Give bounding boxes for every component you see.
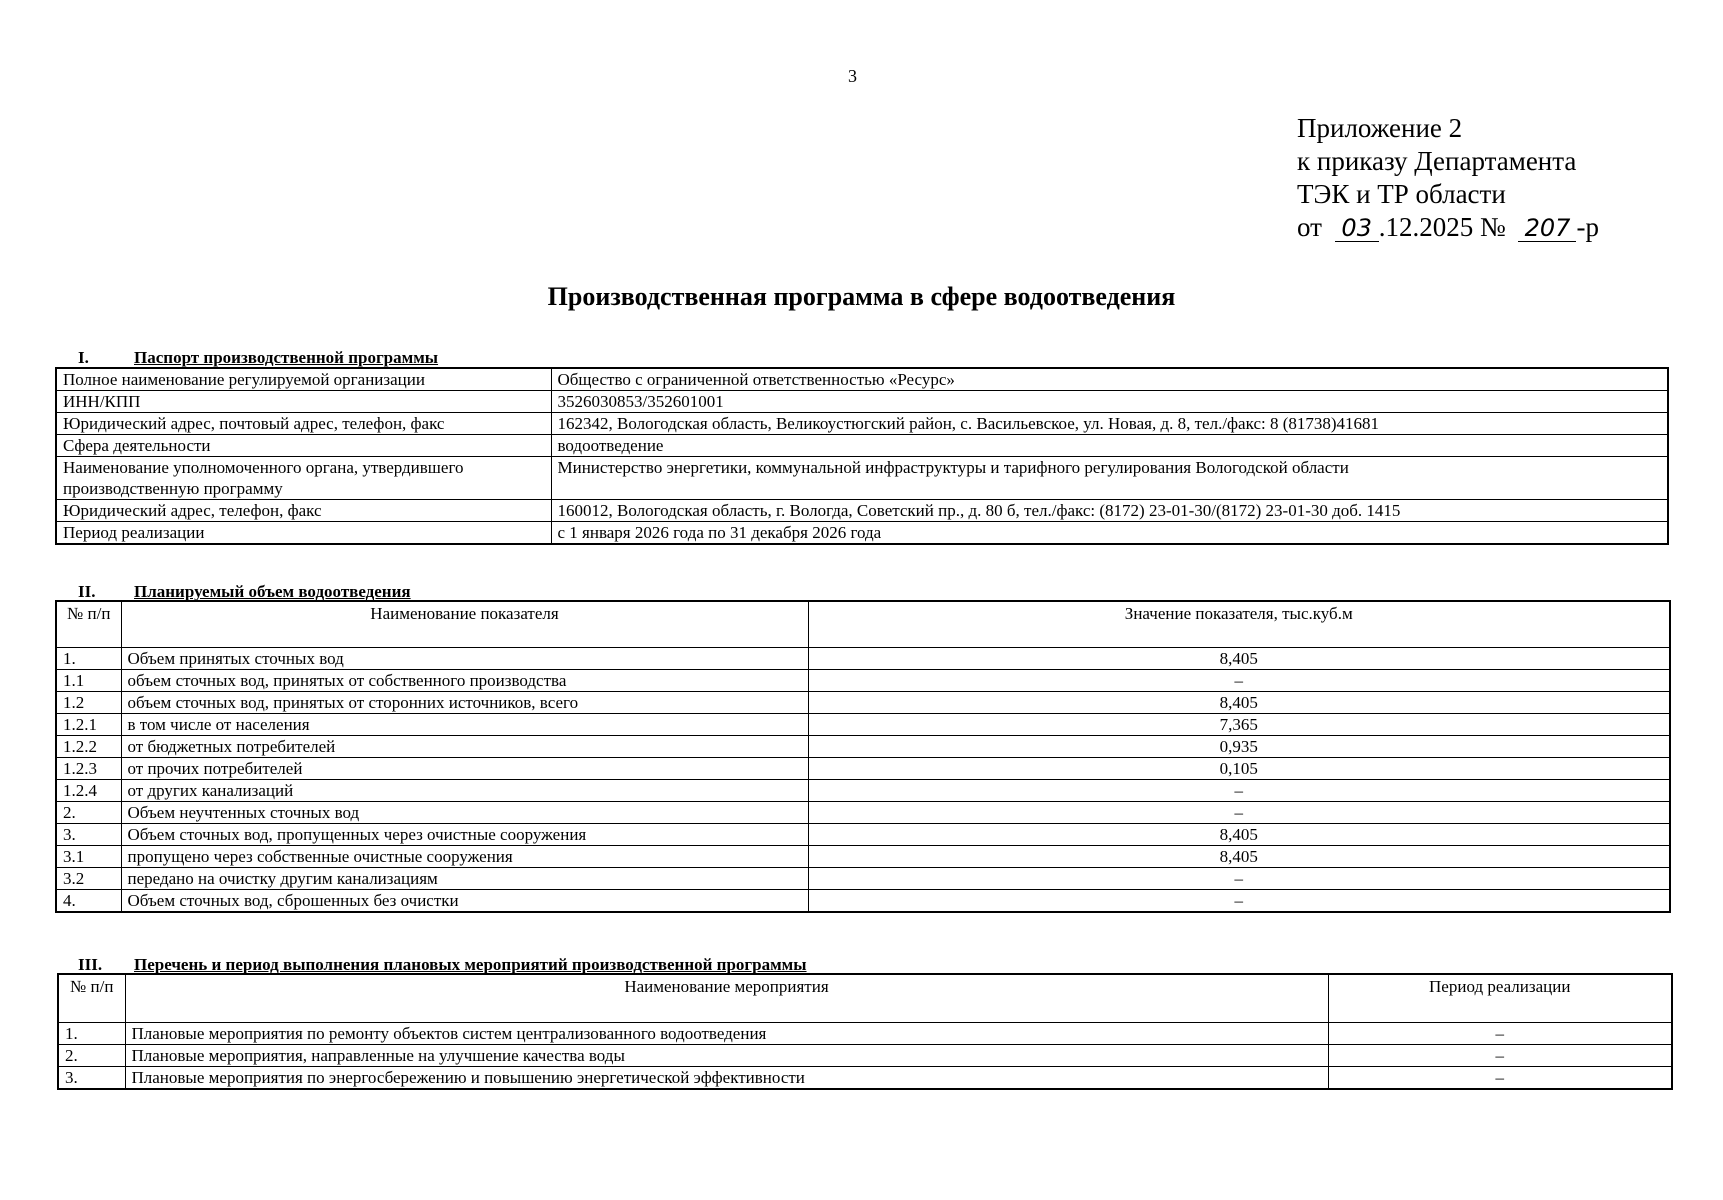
indicator-name: от других канализаций <box>121 779 808 801</box>
row-number: 3. <box>56 823 121 845</box>
indicator-value: – <box>808 801 1670 823</box>
row-number: 1.2.2 <box>56 735 121 757</box>
date-rest: .12.2025 № <box>1378 212 1506 242</box>
indicator-value: 8,405 <box>808 845 1670 867</box>
indicator-name: Объем принятых сточных вод <box>121 647 808 669</box>
row-number: 3. <box>58 1066 125 1089</box>
indicator-name: Объем неучтенных сточных вод <box>121 801 808 823</box>
passport-row <box>56 368 1668 391</box>
passport-table <box>55 367 1669 545</box>
measure-name: Плановые мероприятия по ремонту объектов систем централизованного водоотведения <box>125 1022 1328 1044</box>
indicator-value: 0,935 <box>808 735 1670 757</box>
passport-value: 162342, Вологодская область, Великоустюгский район, с. Васильевское, ул. Новая, д. 8, тел./факс: 8 (81738)41681 <box>551 413 1668 435</box>
row-number: 1.2.1 <box>56 713 121 735</box>
volume-row <box>56 845 1670 867</box>
row-number: 2. <box>56 801 121 823</box>
appendix-line-3: ТЭК и ТР области <box>1297 179 1506 209</box>
passport-row <box>56 413 1668 435</box>
indicator-name: от бюджетных потребителей <box>121 735 808 757</box>
indicator-value: 8,405 <box>808 647 1670 669</box>
row-number: 1.2 <box>56 691 121 713</box>
passport-value: с 1 января 2026 года по 31 декабря 2026 года <box>551 522 1668 545</box>
row-number: 1.2.4 <box>56 779 121 801</box>
row-number: 3.1 <box>56 845 121 867</box>
col-measure-header: Наименование мероприятия <box>125 974 1328 1022</box>
measures-table-header <box>58 974 1672 1022</box>
indicator-value: – <box>808 889 1670 912</box>
passport-label: Юридический адрес, почтовый адрес, телефон, факс <box>56 413 551 435</box>
section-2-title: Планируемый объем водоотведения <box>134 582 411 601</box>
volume-row <box>56 889 1670 912</box>
page-number: 3 <box>848 66 857 86</box>
measure-period: – <box>1328 1066 1672 1089</box>
indicator-value: 7,365 <box>808 713 1670 735</box>
measures-table <box>57 973 1673 1090</box>
measure-row <box>58 1066 1672 1089</box>
row-number: 1.1 <box>56 669 121 691</box>
page-title: Производственная программа в сфере водоотведения <box>547 282 1176 311</box>
section-3-roman: III. <box>78 955 103 974</box>
indicator-name: объем сточных вод, принятых от сторонних источников, всего <box>121 691 808 713</box>
indicator-name: Объем сточных вод, пропущенных через очистные сооружения <box>121 823 808 845</box>
volume-row <box>56 647 1670 669</box>
volume-row <box>56 669 1670 691</box>
section-1-roman: I. <box>78 348 89 367</box>
measure-period: – <box>1328 1044 1672 1066</box>
passport-label: ИНН/КПП <box>56 391 551 413</box>
indicator-name: объем сточных вод, принятых от собственного производства <box>121 669 808 691</box>
volume-row <box>56 823 1670 845</box>
passport-row <box>56 522 1668 545</box>
row-number: 1.2.3 <box>56 757 121 779</box>
handwritten-order-number: 207 <box>1518 215 1576 242</box>
passport-value: водоотведение <box>551 435 1668 457</box>
passport-row <box>56 500 1668 522</box>
passport-value: 160012, Вологодская область, г. Вологда, Советский пр., д. 80 б, тел./факс: (8172) 23-01-30/(8172) 23-01-30 доб. 1415 <box>551 500 1668 522</box>
passport-label: Сфера деятельности <box>56 435 551 457</box>
measure-period: – <box>1328 1022 1672 1044</box>
row-number: 1. <box>56 647 121 669</box>
passport-label: Наименование уполномоченного органа, утвердившего производственную программу <box>56 457 551 500</box>
handwritten-day: 03 <box>1335 215 1379 242</box>
volume-row <box>56 757 1670 779</box>
section-1-title: Паспорт производственной программы <box>134 348 439 367</box>
passport-label: Юридический адрес, телефон, факс <box>56 500 551 522</box>
passport-row <box>56 435 1668 457</box>
indicator-name: пропущено через собственные очистные сооружения <box>121 845 808 867</box>
passport-value: Общество с ограниченной ответственностью «Ресурс» <box>551 368 1668 391</box>
order-suffix: -р <box>1576 212 1599 242</box>
appendix-date-line <box>1297 211 1599 244</box>
section-3-title: Перечень и период выполнения плановых мероприятий производственной программы <box>134 955 807 974</box>
indicator-value: 8,405 <box>808 823 1670 845</box>
volume-row <box>56 735 1670 757</box>
col-name-header: Наименование показателя <box>121 601 808 647</box>
row-number: 3.2 <box>56 867 121 889</box>
col-period-header: Период реализации <box>1328 974 1672 1022</box>
measure-name: Плановые мероприятия, направленные на улучшение качества воды <box>125 1044 1328 1066</box>
indicator-value: 8,405 <box>808 691 1670 713</box>
indicator-value: – <box>808 669 1670 691</box>
indicator-name: в том числе от населения <box>121 713 808 735</box>
indicator-value: – <box>808 779 1670 801</box>
col-num-header: № п/п <box>56 601 121 647</box>
indicator-name: от прочих потребителей <box>121 757 808 779</box>
passport-row <box>56 391 1668 413</box>
volume-row <box>56 691 1670 713</box>
section-3-heading <box>78 955 807 975</box>
indicator-name: Объем сточных вод, сброшенных без очистки <box>121 889 808 912</box>
date-prefix: от <box>1297 212 1322 242</box>
measure-row <box>58 1044 1672 1066</box>
passport-value: 3526030853/352601001 <box>551 391 1668 413</box>
passport-label: Полное наименование регулируемой организации <box>56 368 551 391</box>
volume-table-header <box>56 601 1670 647</box>
measure-row <box>58 1022 1672 1044</box>
passport-value: Министерство энергетики, коммунальной инфраструктуры и тарифного регулирования Вологодской области <box>551 457 1668 500</box>
indicator-value: 0,105 <box>808 757 1670 779</box>
passport-label: Период реализации <box>56 522 551 545</box>
section-2-roman: II. <box>78 582 96 601</box>
col-value-header: Значение показателя, тыс.куб.м <box>808 601 1670 647</box>
measure-name: Плановые мероприятия по энергосбережению и повышению энергетической эффективности <box>125 1066 1328 1089</box>
indicator-name: передано на очистку другим канализациям <box>121 867 808 889</box>
volume-row <box>56 867 1670 889</box>
row-number: 4. <box>56 889 121 912</box>
indicator-value: – <box>808 867 1670 889</box>
volume-row <box>56 801 1670 823</box>
col-num-header: № п/п <box>58 974 125 1022</box>
row-number: 1. <box>58 1022 125 1044</box>
section-2-heading <box>78 582 411 602</box>
appendix-line-2: к приказу Департамента <box>1297 146 1577 176</box>
section-1-heading <box>78 348 438 368</box>
appendix-line-1: Приложение 2 <box>1297 113 1463 143</box>
row-number: 2. <box>58 1044 125 1066</box>
volume-table <box>55 600 1671 913</box>
volume-row <box>56 779 1670 801</box>
appendix-block <box>1297 112 1599 244</box>
passport-row <box>56 457 1668 500</box>
volume-row <box>56 713 1670 735</box>
